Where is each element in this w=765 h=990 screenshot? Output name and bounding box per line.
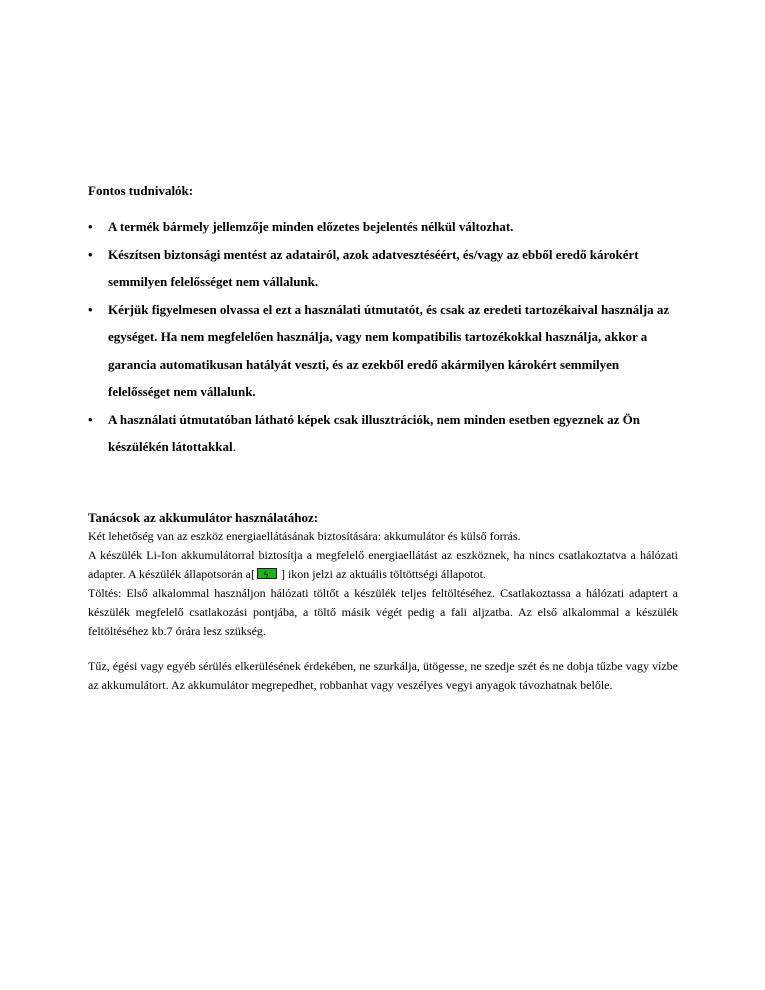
safety-paragraph: Tűz, égési vagy egyéb sérülés elkerülésének érdekében, ne szurkálja, ütögesse, ne szedje szét és ne dobja tűzbe vagy vízbe az akkumulátort. Az akkumulátor megrepedhet, robbanhat vagy veszélyes vegyi anyagok távozhatnak belőle. [88,659,678,692]
list-item-text: Készítsen biztonsági mentést az adatairól, azok adatvesztéséért, és/vagy az ebből eredő károkért semmilyen felelősséget nem vállalunk. [108,246,639,289]
list-item [88,213,678,241]
important-notes-section [88,183,678,461]
battery-charging-icon: ϟ [257,568,277,579]
bullet-icon: • [88,246,93,262]
list-item-text: A termék bármely jellemzője minden előzetes bejelentés nélkül változhat. [108,219,514,234]
bullet-icon: • [88,219,93,234]
important-notes-heading: Fontos tudnivalók: [88,183,194,198]
li-ion-text-end: ] ikon jelzi az aktuális töltöttségi állapotot. [280,567,486,581]
battery-tips-section [88,508,678,695]
li-ion-paragraph [88,546,678,584]
bullet-icon: • [88,411,93,427]
list-item [88,406,678,461]
battery-tips-heading: Tanácsok az akkumulátor használatához: [88,510,319,525]
list-item-text: Kérjük figyelmesen olvassa el ezt a használati útmutatót, és csak az eredeti tartozékaival használja az egységet. Ha nem megfelelően használja, vagy nem kompatibilis tartozékokkal használja, akkor a garancia automatikusan hatályát veszti, és az ezekből eredő akármilyen károkért semmilyen felelősséget nem vállalunk. [108,301,670,399]
li-ion-text-start: A készülék Li-Ion akkumulátorral biztosítja a megfelelő energiaellátást az eszköznek, ha nincs csatlakoztatva a hálózati adapter. A készülék állapotsorán a[ [88,548,678,581]
list-item-text: A használati útmutatóban látható képek csak illusztrációk, nem minden esetben egyeznek az Ön készülékén látottakkal [108,411,640,454]
important-notes-list [88,213,678,461]
bullet-icon: • [88,301,93,317]
list-item [88,296,678,406]
charging-paragraph: Töltés: Első alkalommal használjon hálózati töltőt a készülék teljes feltöltéséhez. Csatlakoztassa a hálózati adaptert a készülék megfelelő csatlakozási pontjába, a töltő másik végét pedig a fali aljzatba. Az első alkalommal a készülék feltöltéséhez kb.7 órára lesz szükség. [88,586,678,638]
list-item-period: . [232,439,236,454]
list-item [88,241,678,296]
power-sources-paragraph: Két lehetőség van az eszköz energiaellátásának biztosítására: akkumulátor és külső forrás. [88,529,521,543]
